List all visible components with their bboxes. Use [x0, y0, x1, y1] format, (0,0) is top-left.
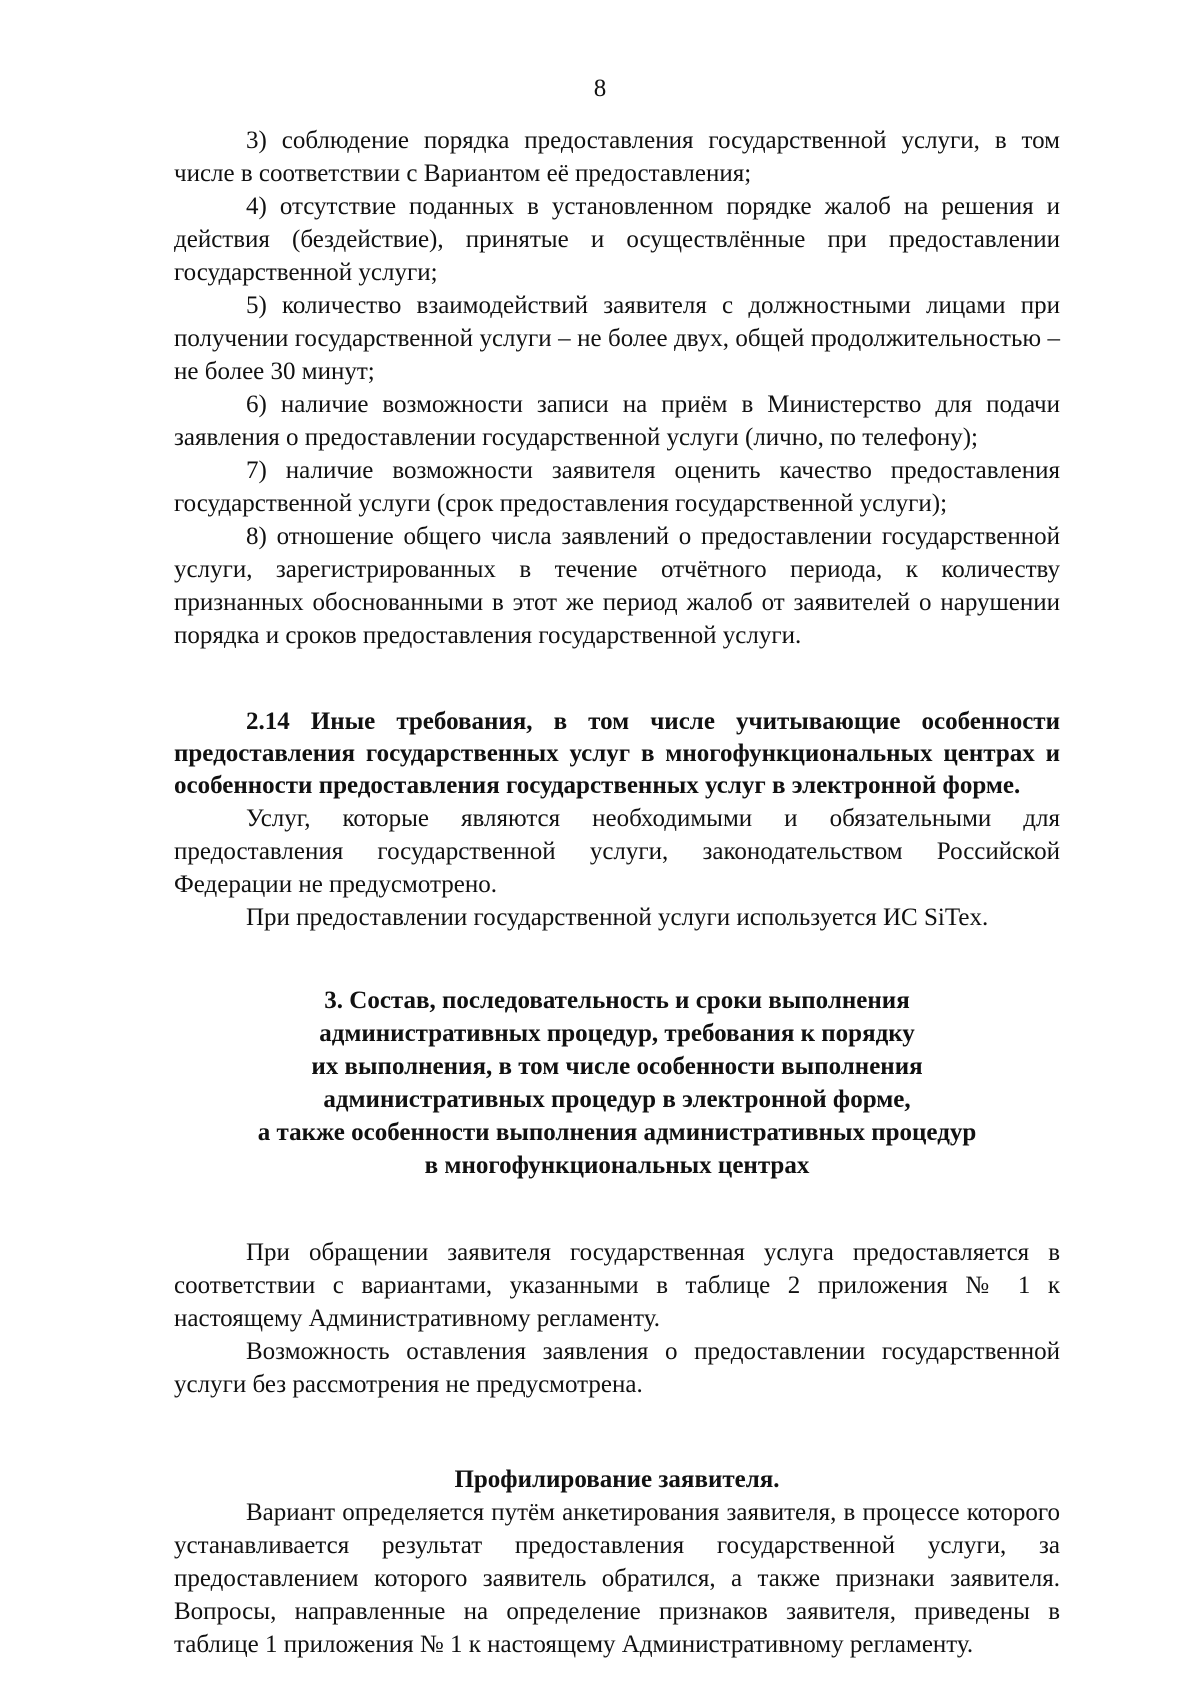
section-3-paragraph: Возможность оставления заявления о предоставлении государственной услуги без рассмотрения не предусмотрена. — [174, 1338, 1060, 1398]
list-item-5: 5) количество взаимодействий заявителя с должностными лицами при получении государственной услуги – не более двух, общей продолжительностью – не более 30 минут; — [174, 292, 1060, 385]
list-item-4: 4) отсутствие поданных в установленном порядке жалоб на решения и действия (бездействие), принятые и осуществлённые при предоставлении государственной услуги; — [174, 193, 1060, 286]
list-item-7: 7) наличие возможности заявителя оценить качество предоставления государственной услуги (срок предоставления государственной услуги); — [174, 457, 1060, 517]
section-2-14-paragraph: Услуг, которые являются необходимыми и обязательными для предоставления государственной услуги, законодательством Российской Федерации не предусмотрено. — [174, 805, 1060, 898]
list-item-3: 3) соблюдение порядка предоставления государственной услуги, в том числе в соответствии с Вариантом её предоставления; — [174, 127, 1060, 187]
section-3-heading-line: в многофункциональных центрах — [424, 1152, 810, 1179]
section-3-heading-line: их выполнения, в том числе особенности выполнения — [311, 1053, 923, 1080]
profiling-heading: Профилирование заявителя. — [454, 1466, 780, 1493]
list-item-6: 6) наличие возможности записи на приём в Министерство для подачи заявления о предоставлении государственной услуги (лично, по телефону); — [174, 391, 1060, 451]
section-3-paragraph: При обращении заявителя государственная услуга предоставляется в соответствии с вариантами, указанными в таблице 2 приложения № 1 к настоящему Административному регламенту. — [174, 1239, 1060, 1332]
document-body — [174, 124, 1060, 1661]
section-3-heading-line: а также особенности выполнения административных процедур — [257, 1119, 977, 1146]
section-3-heading-line: административных процедур, требования к порядку — [319, 1020, 915, 1047]
section-3-heading — [174, 984, 1060, 1182]
section-3-heading-line: административных процедур в электронной форме, — [323, 1086, 911, 1113]
section-2-14-paragraph: При предоставлении государственной услуги используется ИС SiTex. — [246, 904, 989, 931]
profiling-paragraph: Вариант определяется путём анкетирования заявителя, в процессе которого устанавливается результат предоставления государственной услуги, за предоставлением которого заявитель обратился, а также признаки заявителя. Вопросы, направленные на определение признаков заявителя, приведены в таблице 1 приложения № 1 к настоящему Административному регламенту. — [174, 1499, 1060, 1658]
list-item-8: 8) отношение общего числа заявлений о предоставлении государственной услуги, зарегистрированных в течение отчётного периода, к количеству признанных обоснованными в этот же период жалоб от заявителей о нарушении порядка и сроков предоставления государственной услуги. — [174, 523, 1060, 649]
page-number: 8 — [593, 75, 607, 102]
section-2-14-heading: 2.14 Иные требования, в том числе учитывающие особенности предоставления государственных услуг в многофункциональных центрах и особенности предоставления государственных услуг в электронной форме. — [174, 708, 1060, 799]
section-3-heading-line: 3. Состав, последовательность и сроки выполнения — [324, 987, 910, 1014]
